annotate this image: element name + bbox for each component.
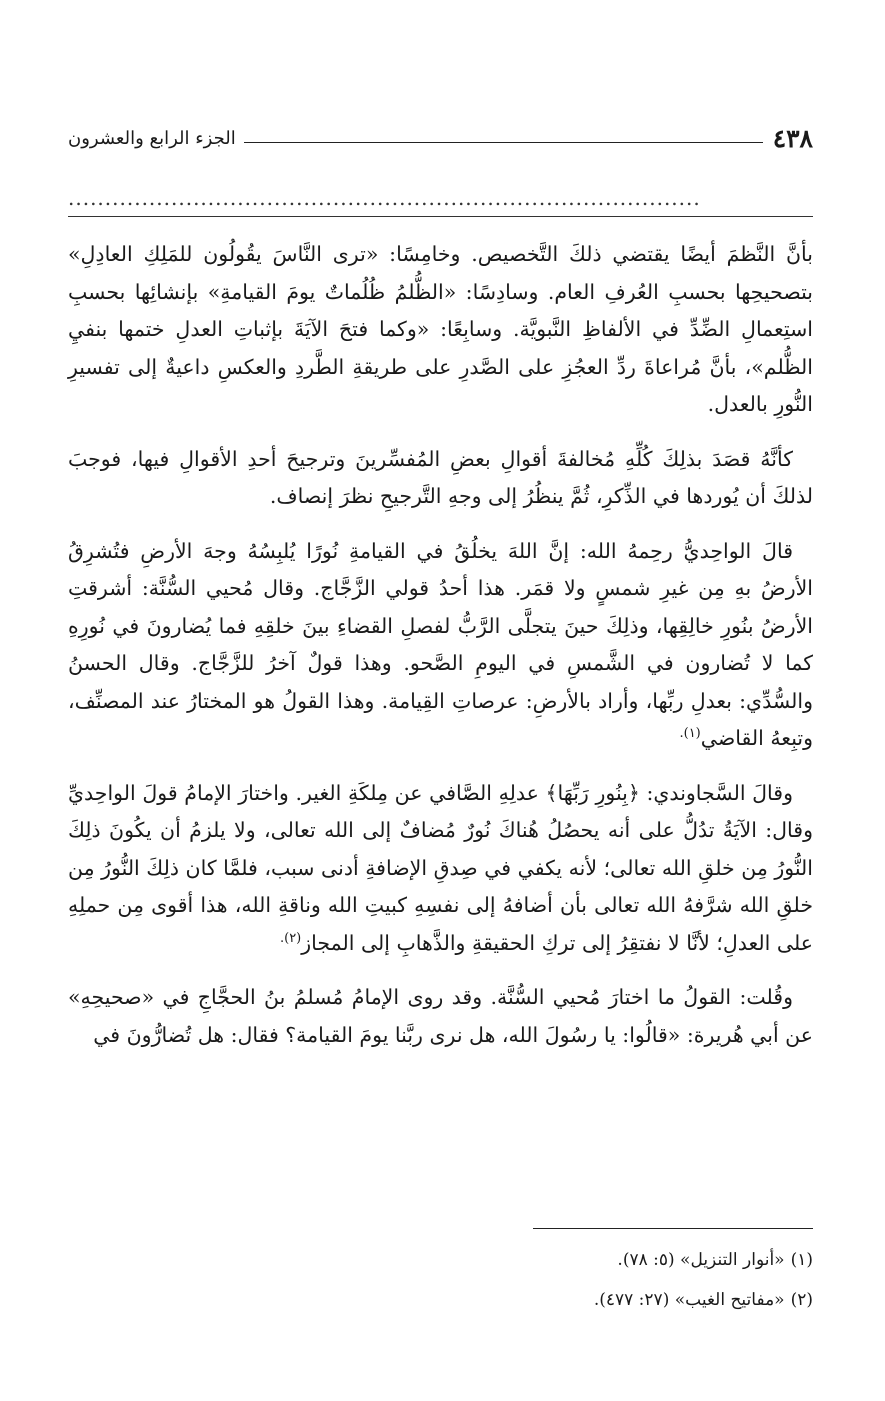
footnotes — [68, 1240, 813, 1320]
paragraph — [68, 441, 813, 516]
paragraph-text: قالَ الواحِديُّ رحِمهُ الله: إنَّ اللهَ يخلُقُ في القيامةِ نُورًا يُلبِسُهُ وجهَ الأرضِ فتُشرِقُ الأرضُ بهِ مِن غيرِ شمسٍ ولا قمَر. هذا أحدُ قولي الزَّجَّاج. وقال مُحيي السُّنَّة: أشرقتِ الأرضُ بنُورِ خالِقِها، وذلِكَ حينَ يتجلَّى الرَّبُّ لفصلِ القضاءِ بينَ خلقِهِ فما يُضارونَ في نُورِهِ كما لا تُضارون في الشَّمسِ في اليومِ الصَّحو. وهذا قولٌ آخرُ للزَّجَّاج. وقال الحسنُ والسُّدِّي: بعدلِ ربِّها، وأراد بالأرضِ: عرصاتِ القِيامة. وهذا القولُ هو المختارُ عند المصنِّف، وتبِعهُ القاضي — [68, 538, 813, 750]
paragraph — [68, 236, 813, 424]
header-rule — [244, 142, 763, 143]
paragraph-text: وقالَ السَّجاوندي: ﴿بِنُورِ رَبِّهَا﴾ عدلِهِ الصَّافي عن مِلكَةِ الغير. واختارَ الإمامُ قولَ الواحِديِّ وقال: الآيَةُ تدُلُّ على أنه يحصُلُ هُناكَ نُورٌ مُضافٌ إلى الله تعالى، ولا يلزمُ أن يكُونَ ذلِكَ النُّورُ مِن خلقِ الله تعالى؛ لأنه يكفي في صِدقِ الإضافةِ أدنى سبب، فلمَّا كان ذلِكَ النُّورُ مِن خلقِ الله شرَّفهُ الله تعالى بأن أضافهُ إلى نفسِهِ كبيتِ الله وناقةِ الله، هذا أقوى مِن حملِهِ على العدلِ؛ لأنَّا لا نفتقِرُ إلى تركِ الحقيقةِ والذَّهابِ إلى المجاز — [68, 780, 813, 955]
paragraph-text: كأنَّهُ قصَدَ بذلِكَ كُلِّهِ مُخالفةَ أقوالِ بعضِ المُفسِّرينَ وترجيحَ أحدِ الأقوالِ فيها، فوجبَ لذلكَ أن يُوردها في الذِّكرِ، ثُمَّ ينظُرُ إلى وجهِ التَّرجيحِ نظرَ إنصاف. — [68, 446, 813, 508]
paragraph — [68, 533, 813, 758]
book-page — [68, 0, 813, 1401]
footnote-reference[interactable]: (٢). — [279, 930, 302, 946]
footnote-item — [68, 1240, 813, 1280]
footnote-text: «أنوار التنزيل» (٥: ٧٨). — [617, 1250, 785, 1270]
footnote-text: «مفاتيح الغيب» (٢٧: ٤٧٧). — [593, 1290, 785, 1310]
paragraph — [68, 775, 813, 963]
paragraph-text: وقُلت: القولُ ما اختارَ مُحيي السُّنَّة. وقد روى الإمامُ مُسلمُ بنُ الحجَّاجِ في «صحيحِهِ» عن أبي هُريرة: «قالُوا: يا رسُولَ الله، هل نرى ربَّنا يومَ القيامة؟ فقال: هل تُضارُّونَ في — [68, 985, 813, 1047]
page-number: ٤٣٨ — [772, 123, 813, 153]
footnote-divider — [533, 1228, 813, 1229]
main-text — [68, 236, 813, 1071]
footnote-number: (٢) — [790, 1290, 813, 1310]
dotted-separator: ...................................................................................... — [68, 188, 701, 208]
paragraph — [68, 979, 813, 1054]
page-header — [68, 118, 813, 158]
footnote-reference[interactable]: (١). — [679, 726, 701, 742]
footnote-item — [68, 1280, 813, 1320]
part-title: الجزء الرابع والعشرون — [68, 127, 236, 149]
paragraph-text: بأنَّ النَّظمَ أيضًا يقتضي ذلكَ التَّخصيص. وخامِسًا: «ترى النَّاسَ يقُولُون للمَلِكِ العادِلِ» بتصحيحِها بحسبِ العُرفِ العام. وسادِسًا: «الظُّلمُ ظُلُماتٌ يومَ القيامةِ» بإنشائِها بحسبِ استِعمالِ الضِّدِّ في الألفاظِ النَّبويَّة. وسابِعًا: «وكما فتحَ الآيَةَ بإثباتِ العدلِ ختمها بنفيِ الظُّلم»، بأنَّ مُراعاةَ ردِّ العجُزِ على الصَّدرِ على طريقةِ الطَّردِ والعكسِ داعيةٌ إلى تفسيرِ النُّورِ بالعدل. — [68, 242, 813, 416]
footnote-number: (١) — [790, 1250, 813, 1270]
separator-rule — [68, 216, 813, 217]
